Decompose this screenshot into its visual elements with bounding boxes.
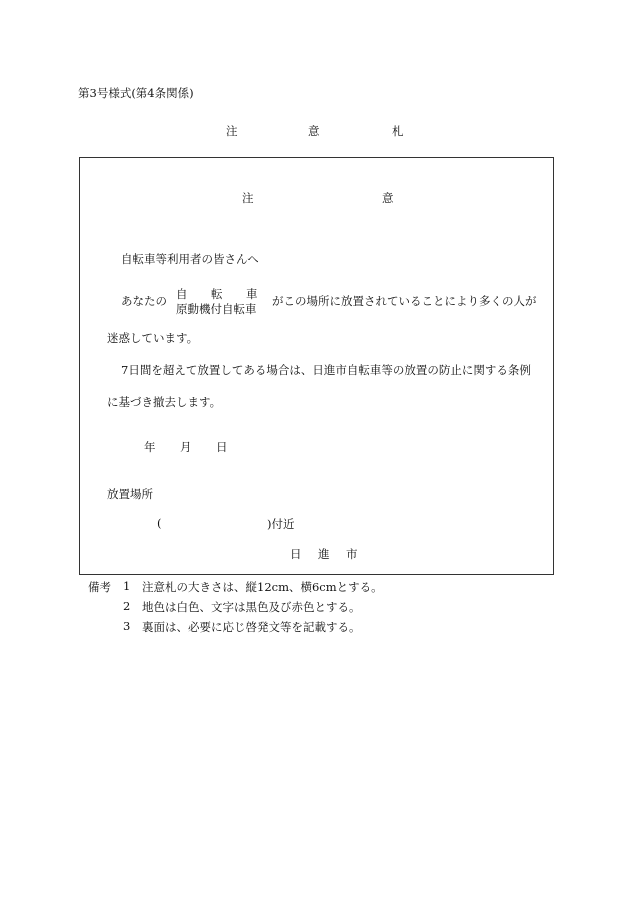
remark-text: 地色は白色、文字は黒色及び赤色とする。 (142, 600, 361, 614)
vehicle-top-char: 車 (246, 287, 258, 301)
notice-heading-char: 意 (382, 191, 394, 205)
vehicle-type-moped: 原動機付自転車 (176, 302, 257, 316)
notice-heading (80, 190, 553, 206)
greeting: 自転車等利用者の皆さんへ (121, 252, 259, 266)
location-open-paren: ( (157, 516, 162, 530)
date-month: 月 (180, 440, 192, 454)
remark-number: 2 (123, 599, 131, 613)
remark-number: 1 (123, 579, 131, 593)
remark-number: 3 (123, 619, 131, 633)
date-year: 年 (144, 440, 156, 454)
page-title-char: 札 (392, 124, 404, 138)
notice-line-4: に基づき撤去します。 (107, 395, 222, 409)
page-title-char: 意 (308, 124, 320, 138)
notice-line-1 (121, 288, 551, 328)
line1-rest: がこの場所に放置されていることにより多くの人が (272, 294, 537, 308)
vehicle-top-char: 転 (211, 287, 223, 301)
line1-start: あなたの (121, 294, 167, 308)
date-row (144, 439, 344, 453)
vehicle-type-stack (176, 286, 266, 316)
date-day: 日 (216, 440, 228, 454)
remark-text: 裏面は、必要に応じ啓発文等を記載する。 (142, 620, 361, 634)
city-char: 市 (346, 547, 358, 561)
page-title (0, 123, 630, 139)
notice-heading-char: 注 (242, 191, 254, 205)
location-row (157, 516, 357, 530)
location-close: )付近 (267, 517, 295, 531)
vehicle-type-bicycle (176, 286, 266, 300)
remarks-label: 備考 (88, 580, 111, 594)
page-title-char: 注 (226, 124, 238, 138)
notice-line-3: 7日間を超えて放置してある場合は、日進市自転車等の放置の防止に関する条例 (121, 363, 531, 377)
city-char: 日 (290, 547, 302, 561)
remark-text: 注意札の大きさは、縦12cm、横6cmとする。 (142, 580, 383, 594)
issuer-city (290, 546, 390, 560)
notice-box (79, 157, 554, 575)
vehicle-top-char: 自 (176, 287, 188, 301)
city-char: 進 (318, 547, 330, 561)
notice-line-2: 迷惑しています。 (107, 331, 199, 345)
location-label: 放置場所 (107, 487, 153, 501)
form-number: 第3号様式(第4条関係) (78, 86, 194, 100)
